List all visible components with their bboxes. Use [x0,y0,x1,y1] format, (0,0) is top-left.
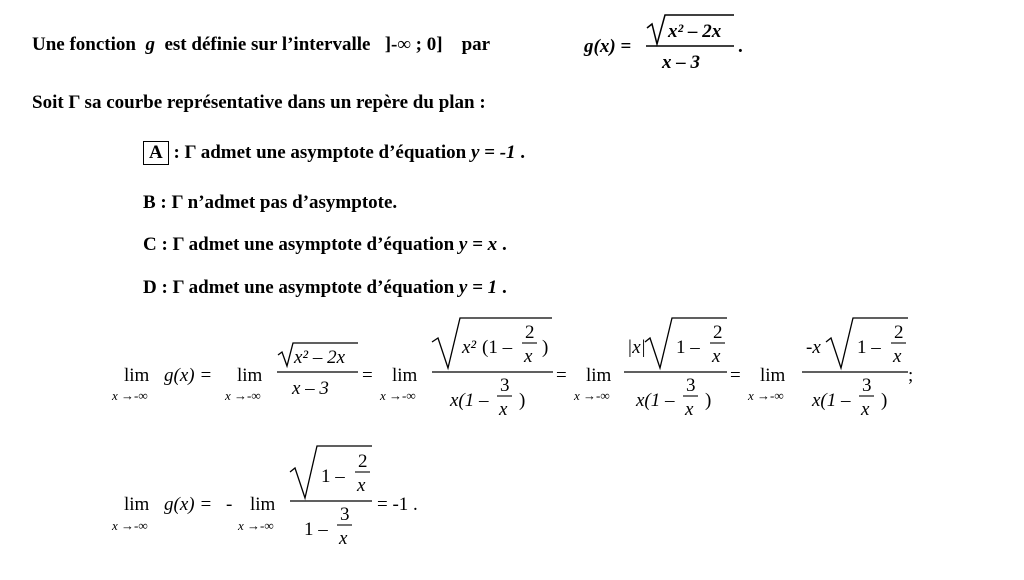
one-minus: 1 – [676,337,700,358]
one-minus: 1 – [321,466,345,487]
option-c-text: C : Γ admet une asymptote d’équation [143,234,459,255]
option-a[interactable] [143,141,525,165]
limit-line-1 [111,318,913,420]
function-definition [583,15,743,73]
option-a-text: : Γ admet une asymptote d’équation [168,142,471,163]
denominator-x: x [685,399,694,420]
statement-part3: par [461,34,491,55]
option-b-text: B : Γ n’admet pas d’asymptote. [143,192,398,213]
option-c[interactable] [143,234,507,256]
paren-open: (1 – [482,337,513,358]
lim-subscript: x →-∞ [112,388,148,403]
lim-word: lim [124,494,150,515]
lim-subscript: x →-∞ [748,388,784,403]
x-paren: x(1 – [812,390,851,411]
numerator-three: 3 [686,375,696,396]
numerator-three: 3 [862,375,872,396]
option-d[interactable] [143,277,507,299]
gx-label: g(x) = [584,36,632,57]
numerator-two: 2 [894,322,904,343]
semicolon: ; [908,365,914,386]
x-paren: x(1 – [450,390,489,411]
option-a-end: . [515,142,526,163]
numerator-two: 2 [713,322,723,343]
option-c-end: . [497,234,507,255]
minus-sign: - [226,494,233,515]
definition-radicand: x² – 2x [668,21,722,42]
interval: ]-∞ ; 0] [384,34,443,55]
curve-intro-text: Soit Γ sa courbe représentative dans un repère du plan : [32,92,486,113]
lim-word: lim [250,494,276,515]
function-name: g [145,34,155,55]
denominator-x: x [524,346,533,367]
denominator-x: x [357,475,366,496]
definition-denominator: x – 3 [662,52,700,73]
equals: = [556,365,567,386]
option-a-equation: y = -1 [470,142,516,163]
lim-word: lim [237,365,263,386]
denominator-x: x [861,399,870,420]
denominator-x: x [893,346,902,367]
sqrt-numerator: x² – 2x [294,347,346,368]
option-d-text: D : Γ admet une asymptote d’équation [143,277,459,298]
paren-close: ) [705,390,712,411]
option-c-equation: y = x [458,234,498,255]
lim-word: lim [586,365,612,386]
numerator-three: 3 [340,504,350,525]
curve-intro [32,92,486,114]
paren-close: ) [881,390,888,411]
lim-subscript: x →-∞ [225,388,261,403]
lim-word: lim [760,365,786,386]
x-squared: x² [462,337,477,358]
paren-close: ) [519,390,526,411]
numerator-two: 2 [525,322,535,343]
lim-gx: g(x) = [164,365,213,386]
denominator: x – 3 [292,378,329,399]
lim-subscript: x →-∞ [574,388,610,403]
one-minus: 1 – [304,519,328,540]
neg-x: -x [806,337,821,358]
abs-x: |x| [627,337,646,358]
equals: = [362,365,373,386]
result: = -1 . [377,494,418,515]
lim-word: lim [124,365,150,386]
lim-subscript: x →-∞ [112,518,148,533]
lim-word: lim [392,365,418,386]
definition-end: . [738,36,743,57]
statement-part2: est définie sur l’intervalle [164,34,371,55]
denominator-x: x [712,346,721,367]
option-a-letter: A [143,141,169,165]
denominator-x: x [499,399,508,420]
lim-gx: g(x) = [164,494,213,515]
option-b[interactable] [143,192,397,214]
option-d-equation: y = 1 [458,277,498,298]
denominator-x: x [339,528,348,549]
statement-part1: Une fonction [32,34,136,55]
lim-subscript: x →-∞ [380,388,416,403]
equals: = [730,365,741,386]
option-d-end: . [497,277,507,298]
paren-close: ) [542,337,549,358]
lim-subscript: x →-∞ [238,518,274,533]
limit-line-2 [111,446,418,549]
numerator-three: 3 [500,375,510,396]
x-paren: x(1 – [636,390,675,411]
one-minus: 1 – [857,337,881,358]
numerator-two: 2 [358,451,368,472]
